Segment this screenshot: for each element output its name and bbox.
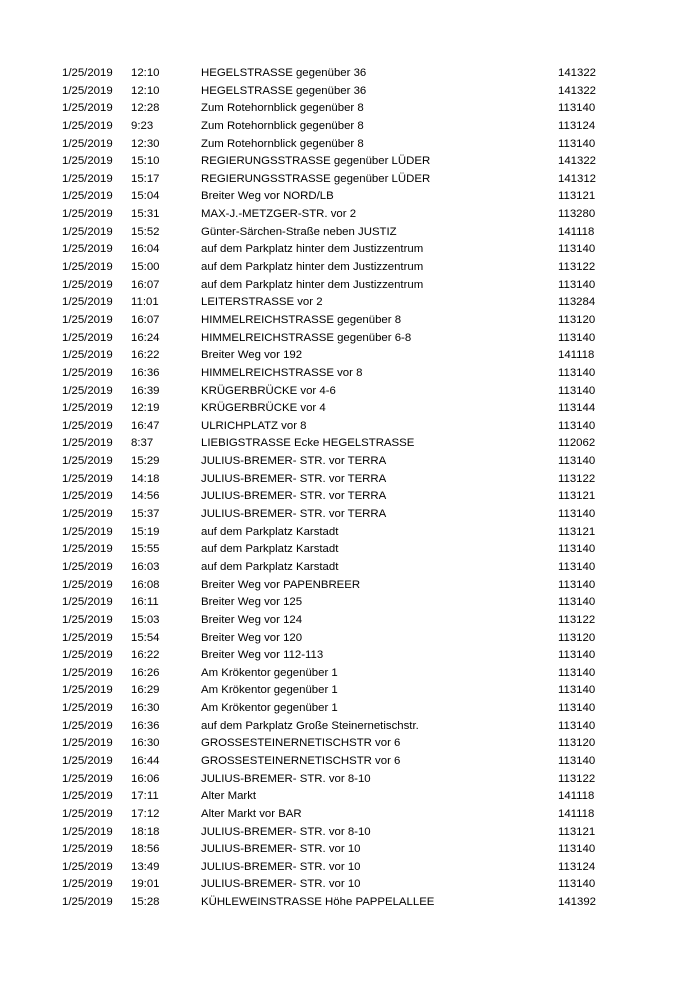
code-cell: 113121 bbox=[558, 825, 596, 838]
code-cell: 113280 bbox=[558, 208, 596, 221]
location-cell: JULIUS-BREMER- STR. vor 8-10 bbox=[201, 825, 371, 838]
time-cell: 15:00 bbox=[131, 261, 160, 274]
location-cell: Breiter Weg vor 124 bbox=[201, 613, 303, 626]
time-cell: 16:44 bbox=[131, 754, 160, 767]
time-cell: 15:17 bbox=[131, 172, 160, 185]
code-cell: 113140 bbox=[558, 649, 596, 662]
time-cell: 16:30 bbox=[131, 737, 160, 750]
record-table bbox=[0, 65, 700, 912]
time-cell: 15:29 bbox=[131, 455, 160, 468]
code-cell: 113140 bbox=[558, 578, 596, 591]
date-cell: 1/25/2019 bbox=[62, 472, 113, 485]
table-row bbox=[0, 753, 700, 771]
date-cell: 1/25/2019 bbox=[62, 772, 113, 785]
location-cell: Günter-Särchen-Straße neben JUSTIZ bbox=[201, 225, 397, 238]
time-cell: 16:07 bbox=[131, 313, 160, 326]
date-cell: 1/25/2019 bbox=[62, 825, 113, 838]
time-cell: 12:10 bbox=[131, 67, 160, 79]
table-row bbox=[0, 241, 700, 259]
date-cell: 1/25/2019 bbox=[62, 119, 113, 132]
location-cell: auf dem Parkplatz Karstadt bbox=[201, 525, 339, 538]
location-cell: JULIUS-BREMER- STR. vor 8-10 bbox=[201, 772, 371, 785]
table-row bbox=[0, 506, 700, 524]
time-cell: 16:11 bbox=[131, 596, 159, 609]
code-cell: 113140 bbox=[558, 384, 596, 397]
table-row bbox=[0, 188, 700, 206]
table-row bbox=[0, 471, 700, 489]
location-cell: Breiter Weg vor 125 bbox=[201, 596, 303, 609]
location-cell: JULIUS-BREMER- STR. vor TERRA bbox=[201, 472, 387, 485]
date-cell: 1/25/2019 bbox=[62, 737, 113, 750]
code-cell: 141322 bbox=[558, 155, 597, 168]
date-cell: 1/25/2019 bbox=[62, 525, 113, 538]
table-row bbox=[0, 206, 700, 224]
location-cell: auf dem Parkplatz hinter dem Justizzentrum bbox=[201, 261, 424, 274]
time-cell: 8:37 bbox=[131, 437, 154, 450]
code-cell: 141118 bbox=[558, 807, 595, 820]
table-row bbox=[0, 171, 700, 189]
date-cell: 1/25/2019 bbox=[62, 137, 113, 150]
table-row bbox=[0, 718, 700, 736]
date-cell: 1/25/2019 bbox=[62, 67, 113, 79]
code-cell: 113140 bbox=[558, 243, 596, 256]
time-cell: 19:01 bbox=[131, 878, 160, 891]
code-cell: 141322 bbox=[558, 84, 597, 97]
code-cell: 113140 bbox=[558, 684, 596, 697]
location-cell: HIMMELREICHSTRASSE gegenüber 6-8 bbox=[201, 331, 412, 344]
table-row bbox=[0, 153, 700, 171]
table-row bbox=[0, 347, 700, 365]
table-row bbox=[0, 259, 700, 277]
date-cell: 1/25/2019 bbox=[62, 596, 113, 609]
table-row bbox=[0, 841, 700, 859]
table-row bbox=[0, 559, 700, 577]
date-cell: 1/25/2019 bbox=[62, 719, 113, 732]
location-cell: auf dem Parkplatz Große Steinernetischstr. bbox=[201, 719, 419, 732]
table-row bbox=[0, 788, 700, 806]
table-row bbox=[0, 118, 700, 136]
time-cell: 12:28 bbox=[131, 102, 160, 115]
time-cell: 15:19 bbox=[131, 525, 160, 538]
table-row bbox=[0, 647, 700, 665]
location-cell: ULRICHPLATZ vor 8 bbox=[201, 419, 307, 432]
location-cell: Breiter Weg vor 120 bbox=[201, 631, 303, 644]
location-cell: Am Krökentor gegenüber 1 bbox=[201, 684, 338, 697]
location-cell: JULIUS-BREMER- STR. vor TERRA bbox=[201, 490, 387, 503]
time-cell: 15:52 bbox=[131, 225, 160, 238]
location-cell: Breiter Weg vor 112-113 bbox=[201, 649, 324, 662]
location-cell: Alter Markt bbox=[201, 790, 257, 803]
code-cell: 113284 bbox=[558, 296, 596, 309]
date-cell: 1/25/2019 bbox=[62, 807, 113, 820]
time-cell: 16:36 bbox=[131, 719, 160, 732]
time-cell: 16:03 bbox=[131, 560, 160, 573]
time-cell: 14:18 bbox=[131, 472, 160, 485]
location-cell: auf dem Parkplatz hinter dem Justizzentrum bbox=[201, 243, 424, 256]
date-cell: 1/25/2019 bbox=[62, 349, 113, 362]
table-row bbox=[0, 541, 700, 559]
date-cell: 1/25/2019 bbox=[62, 613, 113, 626]
location-cell: GROSSESTEINERNETISCHSTR vor 6 bbox=[201, 754, 401, 767]
table-row bbox=[0, 771, 700, 789]
time-cell: 16:22 bbox=[131, 349, 160, 362]
table-row bbox=[0, 735, 700, 753]
code-cell: 141392 bbox=[558, 896, 597, 909]
table-row bbox=[0, 682, 700, 700]
location-cell: JULIUS-BREMER- STR. vor 10 bbox=[201, 878, 361, 891]
date-cell: 1/25/2019 bbox=[62, 790, 113, 803]
code-cell: 113140 bbox=[558, 719, 596, 732]
table-row bbox=[0, 312, 700, 330]
code-cell: 113120 bbox=[558, 737, 596, 750]
code-cell: 113121 bbox=[558, 525, 596, 538]
time-cell: 9:23 bbox=[131, 119, 154, 132]
date-cell: 1/25/2019 bbox=[62, 437, 113, 450]
time-cell: 16:36 bbox=[131, 366, 160, 379]
table-row bbox=[0, 435, 700, 453]
code-cell: 113122 bbox=[558, 472, 596, 485]
table-row bbox=[0, 330, 700, 348]
time-cell: 16:26 bbox=[131, 666, 160, 679]
date-cell: 1/25/2019 bbox=[62, 843, 113, 856]
location-cell: REGIERUNGSSTRASSE gegenüber LÜDER bbox=[201, 172, 431, 185]
time-cell: 16:24 bbox=[131, 331, 160, 344]
code-cell: 141118 bbox=[558, 225, 595, 238]
code-cell: 113140 bbox=[558, 419, 596, 432]
code-cell: 113140 bbox=[558, 666, 596, 679]
location-cell: KÜHLEWEINSTRASSE Höhe PAPPELALLEE bbox=[201, 896, 435, 909]
table-row bbox=[0, 665, 700, 683]
date-cell: 1/25/2019 bbox=[62, 190, 113, 203]
code-cell: 113140 bbox=[558, 843, 596, 856]
date-cell: 1/25/2019 bbox=[62, 578, 113, 591]
table-row bbox=[0, 65, 700, 83]
date-cell: 1/25/2019 bbox=[62, 455, 113, 468]
code-cell: 113124 bbox=[558, 119, 596, 132]
code-cell: 113124 bbox=[558, 860, 596, 873]
table-row bbox=[0, 488, 700, 506]
date-cell: 1/25/2019 bbox=[62, 402, 113, 415]
date-cell: 1/25/2019 bbox=[62, 666, 113, 679]
code-cell: 112062 bbox=[558, 437, 596, 450]
table-row bbox=[0, 577, 700, 595]
table-row bbox=[0, 612, 700, 630]
table-row bbox=[0, 700, 700, 718]
time-cell: 12:30 bbox=[131, 137, 160, 150]
code-cell: 113140 bbox=[558, 455, 596, 468]
time-cell: 15:37 bbox=[131, 508, 160, 521]
date-cell: 1/25/2019 bbox=[62, 331, 113, 344]
code-cell: 113140 bbox=[558, 102, 596, 115]
code-cell: 113122 bbox=[558, 772, 596, 785]
code-cell: 113122 bbox=[558, 261, 596, 274]
time-cell: 16:47 bbox=[131, 419, 160, 432]
time-cell: 18:18 bbox=[131, 825, 160, 838]
date-cell: 1/25/2019 bbox=[62, 860, 113, 873]
time-cell: 11:01 bbox=[131, 296, 159, 309]
time-cell: 15:54 bbox=[131, 631, 160, 644]
table-row bbox=[0, 894, 700, 912]
code-cell: 113121 bbox=[558, 490, 596, 503]
date-cell: 1/25/2019 bbox=[62, 649, 113, 662]
date-cell: 1/25/2019 bbox=[62, 543, 113, 556]
table-row bbox=[0, 876, 700, 894]
table-row bbox=[0, 100, 700, 118]
location-cell: HIMMELREICHSTRASSE gegenüber 8 bbox=[201, 313, 402, 326]
code-cell: 113140 bbox=[558, 331, 596, 344]
time-cell: 16:04 bbox=[131, 243, 160, 256]
location-cell: auf dem Parkplatz Karstadt bbox=[201, 543, 339, 556]
date-cell: 1/25/2019 bbox=[62, 560, 113, 573]
code-cell: 113140 bbox=[558, 137, 596, 150]
time-cell: 15:31 bbox=[131, 208, 160, 221]
date-cell: 1/25/2019 bbox=[62, 225, 113, 238]
location-cell: HEGELSTRASSE gegenüber 36 bbox=[201, 67, 367, 79]
table-row bbox=[0, 524, 700, 542]
date-cell: 1/25/2019 bbox=[62, 84, 113, 97]
location-cell: auf dem Parkplatz hinter dem Justizzentrum bbox=[201, 278, 424, 291]
time-cell: 16:07 bbox=[131, 278, 160, 291]
location-cell: Alter Markt vor BAR bbox=[201, 807, 302, 820]
table-row bbox=[0, 806, 700, 824]
date-cell: 1/25/2019 bbox=[62, 278, 113, 291]
time-cell: 15:55 bbox=[131, 543, 160, 556]
code-cell: 113140 bbox=[558, 560, 596, 573]
table-row bbox=[0, 400, 700, 418]
date-cell: 1/25/2019 bbox=[62, 702, 113, 715]
code-cell: 141118 bbox=[558, 349, 595, 362]
location-cell: Breiter Weg vor PAPENBREER bbox=[201, 578, 361, 591]
table-row bbox=[0, 277, 700, 295]
date-cell: 1/25/2019 bbox=[62, 384, 113, 397]
location-cell: JULIUS-BREMER- STR. vor TERRA bbox=[201, 508, 387, 521]
date-cell: 1/25/2019 bbox=[62, 296, 113, 309]
time-cell: 16:08 bbox=[131, 578, 160, 591]
time-cell: 16:30 bbox=[131, 702, 160, 715]
date-cell: 1/25/2019 bbox=[62, 754, 113, 767]
location-cell: LEITERSTRASSE vor 2 bbox=[201, 296, 323, 309]
date-cell: 1/25/2019 bbox=[62, 208, 113, 221]
date-cell: 1/25/2019 bbox=[62, 878, 113, 891]
time-cell: 15:10 bbox=[131, 155, 160, 168]
table-row bbox=[0, 594, 700, 612]
table-row bbox=[0, 418, 700, 436]
table-row bbox=[0, 83, 700, 101]
code-cell: 113140 bbox=[558, 878, 596, 891]
location-cell: KRÜGERBRÜCKE vor 4-6 bbox=[201, 384, 336, 397]
time-cell: 16:39 bbox=[131, 384, 160, 397]
time-cell: 17:11 bbox=[131, 790, 159, 803]
date-cell: 1/25/2019 bbox=[62, 366, 113, 379]
date-cell: 1/25/2019 bbox=[62, 419, 113, 432]
location-cell: MAX-J.-METZGER-STR. vor 2 bbox=[201, 208, 357, 221]
location-cell: auf dem Parkplatz Karstadt bbox=[201, 560, 339, 573]
location-cell: GROSSESTEINERNETISCHSTR vor 6 bbox=[201, 737, 401, 750]
location-cell: Breiter Weg vor NORD/LB bbox=[201, 190, 334, 203]
table-row bbox=[0, 859, 700, 877]
date-cell: 1/25/2019 bbox=[62, 172, 113, 185]
location-cell: Breiter Weg vor 192 bbox=[201, 349, 303, 362]
time-cell: 15:28 bbox=[131, 896, 160, 909]
code-cell: 113120 bbox=[558, 313, 596, 326]
table-row bbox=[0, 824, 700, 842]
date-cell: 1/25/2019 bbox=[62, 313, 113, 326]
table-row bbox=[0, 224, 700, 242]
location-cell: Zum Rotehornblick gegenüber 8 bbox=[201, 137, 364, 150]
time-cell: 15:04 bbox=[131, 190, 160, 203]
code-cell: 113140 bbox=[558, 702, 596, 715]
date-cell: 1/25/2019 bbox=[62, 631, 113, 644]
location-cell: HIMMELREICHSTRASSE vor 8 bbox=[201, 366, 363, 379]
time-cell: 16:06 bbox=[131, 772, 160, 785]
code-cell: 113144 bbox=[558, 402, 596, 415]
time-cell: 16:22 bbox=[131, 649, 160, 662]
code-cell: 113120 bbox=[558, 631, 596, 644]
code-cell: 141312 bbox=[558, 172, 597, 185]
table-row bbox=[0, 365, 700, 383]
time-cell: 15:03 bbox=[131, 613, 160, 626]
date-cell: 1/25/2019 bbox=[62, 508, 113, 521]
location-cell: HEGELSTRASSE gegenüber 36 bbox=[201, 84, 367, 97]
table-row bbox=[0, 136, 700, 154]
location-cell: Am Krökentor gegenüber 1 bbox=[201, 702, 338, 715]
code-cell: 113140 bbox=[558, 366, 596, 379]
location-cell: JULIUS-BREMER- STR. vor 10 bbox=[201, 860, 361, 873]
table-row bbox=[0, 294, 700, 312]
table-row bbox=[0, 453, 700, 471]
time-cell: 17:12 bbox=[131, 807, 160, 820]
table-row bbox=[0, 630, 700, 648]
date-cell: 1/25/2019 bbox=[62, 102, 113, 115]
time-cell: 14:56 bbox=[131, 490, 160, 503]
table-row bbox=[0, 383, 700, 401]
code-cell: 113140 bbox=[558, 754, 596, 767]
location-cell: LIEBIGSTRASSE Ecke HEGELSTRASSE bbox=[201, 437, 415, 450]
date-cell: 1/25/2019 bbox=[62, 490, 113, 503]
time-cell: 12:10 bbox=[131, 84, 160, 97]
location-cell: JULIUS-BREMER- STR. vor 10 bbox=[201, 843, 361, 856]
code-cell: 113140 bbox=[558, 508, 596, 521]
date-cell: 1/25/2019 bbox=[62, 896, 113, 909]
date-cell: 1/25/2019 bbox=[62, 243, 113, 256]
code-cell: 113140 bbox=[558, 278, 596, 291]
time-cell: 12:19 bbox=[131, 402, 160, 415]
location-cell: Zum Rotehornblick gegenüber 8 bbox=[201, 102, 364, 115]
date-cell: 1/25/2019 bbox=[62, 684, 113, 697]
date-cell: 1/25/2019 bbox=[62, 155, 113, 168]
time-cell: 16:29 bbox=[131, 684, 160, 697]
date-cell: 1/25/2019 bbox=[62, 261, 113, 274]
code-cell: 113121 bbox=[558, 190, 596, 203]
time-cell: 18:56 bbox=[131, 843, 160, 856]
location-cell: Am Krökentor gegenüber 1 bbox=[201, 666, 338, 679]
code-cell: 113140 bbox=[558, 596, 596, 609]
code-cell: 141118 bbox=[558, 790, 595, 803]
code-cell: 113122 bbox=[558, 613, 596, 626]
location-cell: KRÜGERBRÜCKE vor 4 bbox=[201, 402, 326, 415]
time-cell: 13:49 bbox=[131, 860, 160, 873]
code-cell: 113140 bbox=[558, 543, 596, 556]
location-cell: JULIUS-BREMER- STR. vor TERRA bbox=[201, 455, 387, 468]
location-cell: REGIERUNGSSTRASSE gegenüber LÜDER bbox=[201, 155, 431, 168]
code-cell: 141322 bbox=[558, 67, 597, 79]
location-cell: Zum Rotehornblick gegenüber 8 bbox=[201, 119, 364, 132]
